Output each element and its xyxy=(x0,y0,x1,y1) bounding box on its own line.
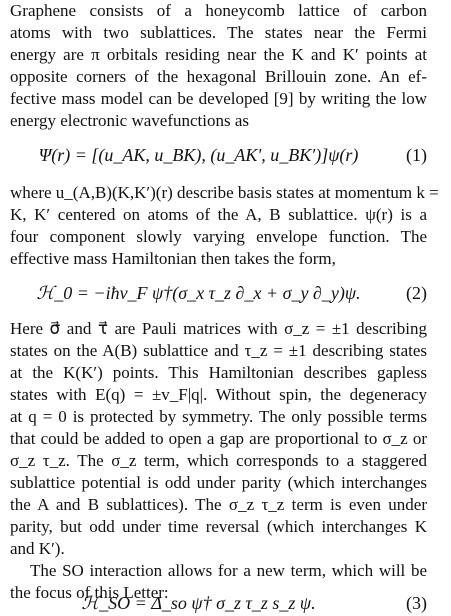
text-line: sublattice potential is odd under parity (which interchanges xyxy=(10,473,427,492)
text-line: and K′). xyxy=(10,539,65,558)
text-line: atoms with two sublattices. The states near the Fermi xyxy=(10,23,427,42)
text-line: opposite corners of the hexagonal Brillouin zone. An ef- xyxy=(10,67,427,86)
equation-3-number: (3) xyxy=(406,593,427,613)
text-line: The SO interaction allows for a new term, which will be xyxy=(30,561,427,580)
text-line: energy electronic wavefunctions as xyxy=(10,111,250,130)
text-line: σ_z τ_z. The σ_z term, which corresponds to a staggered xyxy=(10,451,427,470)
text-line: parity, but odd under time reversal (which interchanges K xyxy=(10,517,427,536)
equation-1 xyxy=(10,142,427,168)
text-line: energy are π orbitals residing near the K and K′ points at xyxy=(10,45,427,64)
text-line: effective mass Hamiltonian then takes the form, xyxy=(10,249,336,268)
equation-3 xyxy=(10,590,427,616)
text-line: K, K′ centered on atoms of the A, B sublattice. ψ(r) is a xyxy=(10,205,427,224)
text-line: fective mass model can be developed [9] by writing the low xyxy=(10,89,427,108)
text-line: the A and B sublattices). The σ_z τ_z term is even under xyxy=(10,495,427,514)
text-line: where u_(A,B)(K,K′)(r) describe basis states at momentum k = xyxy=(10,183,439,202)
text-line: Graphene consists of a honeycomb lattice of carbon xyxy=(10,1,427,20)
text-line: states on the A(B) sublattice and τ_z = ±1 describing states xyxy=(10,341,427,360)
equation-3-body: ℋ_SO = Δ_so ψ† σ_z τ_z s_z ψ. xyxy=(81,593,316,613)
text-line: at q = 0 is protected by symmetry. The only possible terms xyxy=(10,407,427,426)
equation-1-number: (1) xyxy=(406,145,427,165)
text-line: at the K(K′) points. This Hamiltonian describes gapless xyxy=(10,363,427,382)
text-line: four component slowly varying envelope function. The xyxy=(10,227,427,246)
text-line: the focus of this Letter: xyxy=(10,583,169,602)
equation-2 xyxy=(10,280,427,306)
equation-2-body: ℋ_0 = −iħv_F ψ†(σ_x τ_z ∂_x + σ_y ∂_y)ψ. xyxy=(36,283,361,303)
text-line: that could be added to open a gap are proportional to σ_z or xyxy=(10,429,427,448)
text-line: states with E(q) = ±v_F|q|. Without spin, the degeneracy xyxy=(10,385,427,404)
equation-2-number: (2) xyxy=(406,283,427,303)
equation-1-body: Ψ(r) = [(u_AK, u_BK), (u_AK′, u_BK′)]ψ(r) xyxy=(38,145,359,165)
text-line: Here σ⃗ and τ⃗ are Pauli matrices with σ_z = ±1 describing xyxy=(10,319,427,338)
